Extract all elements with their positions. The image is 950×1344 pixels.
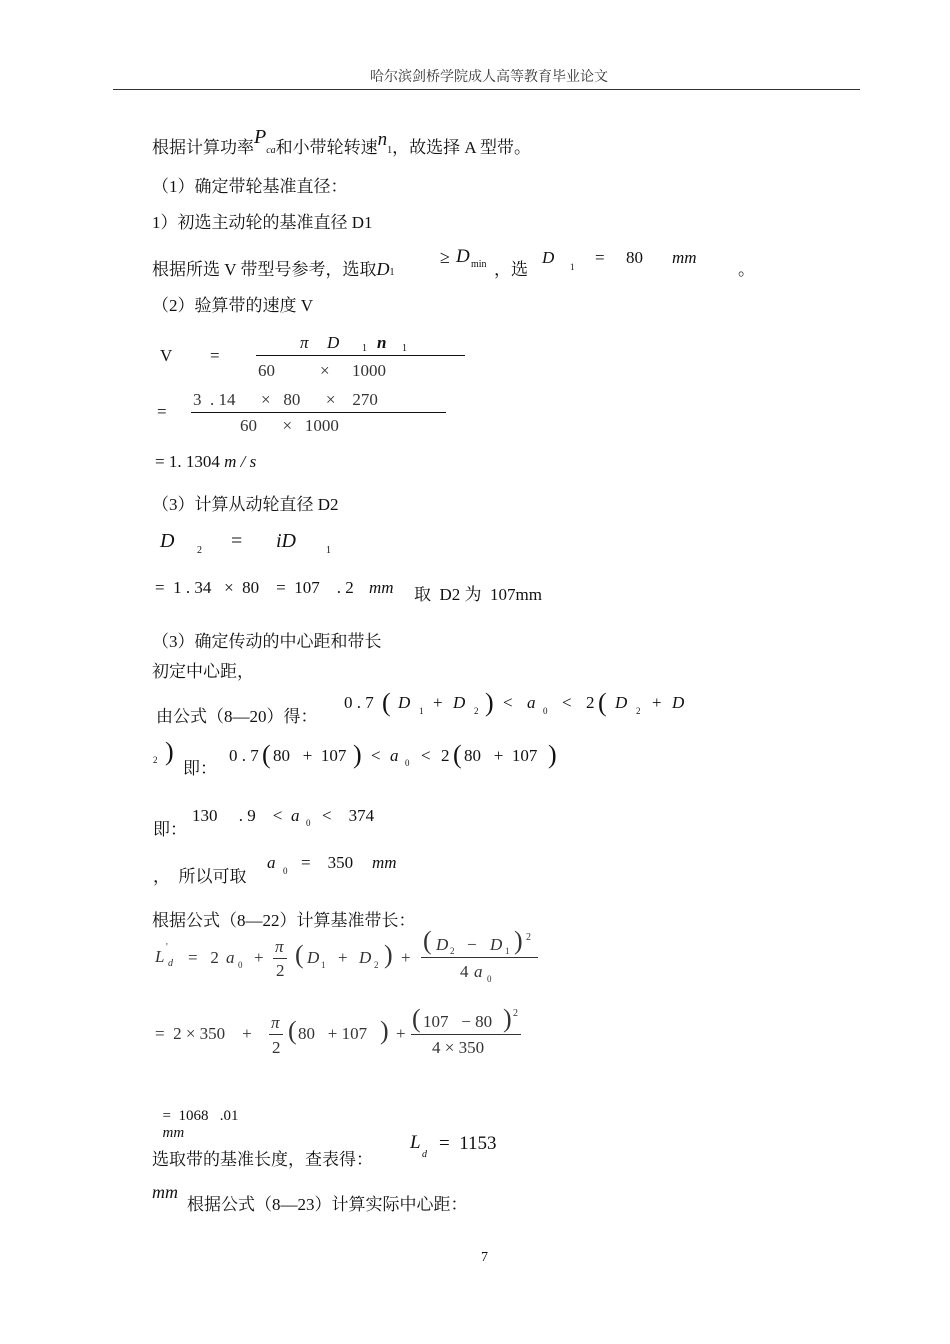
math-symbol-iD: iD xyxy=(276,530,296,552)
math-value: 2 xyxy=(272,1038,281,1057)
math-symbol-L: L xyxy=(155,947,165,966)
math-value: 2 xyxy=(276,961,285,980)
math-eq: = xyxy=(157,402,167,421)
text-line-6: （3）计算从动轮直径 D2 xyxy=(152,495,339,514)
math-result-line xyxy=(155,452,256,472)
math-paren: ( xyxy=(423,926,432,955)
math-symbol-a: a xyxy=(474,962,483,981)
math-symbol-a: a xyxy=(226,948,235,967)
math-times: × xyxy=(320,361,330,380)
math-subscript: 1 xyxy=(505,946,510,956)
text-line-15: 根据公式（8—23）计算实际中心距： xyxy=(187,1195,468,1214)
math-symbol-a: a xyxy=(291,806,300,825)
math-eq: = xyxy=(231,530,243,552)
math-value: 0 . 7 xyxy=(344,693,374,712)
text-fragment: 由公式（8—20）得： xyxy=(156,707,318,726)
math-lt: < xyxy=(371,746,381,765)
math-paren: ( xyxy=(295,940,304,969)
text-line-14: 选取带的基准长度，查表得： xyxy=(152,1150,373,1169)
math-calc: = 1 . 34 × 80 = 107 . 2 xyxy=(155,578,354,597)
math-subscript: 1 xyxy=(402,343,407,354)
math-plus: + xyxy=(652,693,662,712)
math-symbol-D: D xyxy=(307,948,320,967)
text-fragment: ， 所以可取 xyxy=(153,867,247,886)
math-subscript: 0 xyxy=(487,974,492,984)
math-plus: + xyxy=(254,948,264,967)
math-minus: − xyxy=(467,935,477,954)
math-symbol-D: D xyxy=(398,693,411,712)
math-subscript: d xyxy=(422,1149,427,1160)
math-subscript: min xyxy=(471,259,487,270)
math-value: = 1068 .01 xyxy=(162,1108,239,1124)
math-lt: < xyxy=(562,693,572,712)
math-subscript: 0 xyxy=(543,706,548,716)
math-symbol-D: D xyxy=(490,935,503,954)
math-symbol-D: D xyxy=(615,693,628,712)
math-symbol-D: D xyxy=(453,693,466,712)
text-line-3: 1）初选主动轮的基准直径 D1 xyxy=(152,213,373,232)
math-paren: ) xyxy=(353,740,362,769)
math-subscript: 2 xyxy=(197,545,202,556)
math-subscript: 0 xyxy=(306,818,311,828)
math-paren: ) xyxy=(384,940,393,969)
math-subscript: 1 xyxy=(570,262,575,272)
math-subscript: 2 xyxy=(450,946,455,956)
text-line-4 xyxy=(152,255,394,280)
math-pi: π xyxy=(275,937,284,956)
text-fragment: 和小带轮转速 xyxy=(275,138,378,157)
math-subscript: 2 xyxy=(636,706,641,716)
math-symbol-D: D xyxy=(672,693,685,712)
math-pi: π xyxy=(300,333,309,352)
math-subscript: 1 xyxy=(362,343,367,354)
math-expression: 80 + 107 xyxy=(273,746,347,765)
math-paren: ( xyxy=(382,688,391,717)
math-paren: ) xyxy=(380,1016,389,1045)
text-fragment: ，选 xyxy=(494,260,528,279)
math-subscript: d xyxy=(168,958,173,969)
header-rule xyxy=(113,89,860,90)
math-paren: ( xyxy=(598,688,607,717)
math-symbol-n: n xyxy=(377,129,388,150)
math-symbol-D: D xyxy=(327,333,340,352)
text-line-7: （3）确定传动的中心距和带长 xyxy=(152,632,382,651)
text-fragment: 根据计算功率 xyxy=(152,138,254,157)
text-line-2: （1）确定带轮基准直径： xyxy=(152,177,348,196)
math-value: 4 xyxy=(460,962,469,981)
math-paren: ) xyxy=(503,1004,512,1033)
text-fragment: 即： xyxy=(153,820,187,839)
fraction-bar xyxy=(269,1034,283,1035)
math-subscript: 2 xyxy=(153,755,158,765)
math-unit: m / s xyxy=(224,452,257,471)
math-value: 130 . 9 < xyxy=(192,806,283,825)
page-number: 7 xyxy=(481,1250,488,1265)
fraction-bar xyxy=(421,957,538,958)
math-subscript: 0 xyxy=(283,866,288,876)
math-expression: 80 + 107 xyxy=(298,1024,368,1043)
math-symbol-D: D xyxy=(359,948,372,967)
math-symbol-P: P xyxy=(254,126,267,148)
fraction-bar xyxy=(273,958,287,959)
math-numerator: 3 . 14 × 80 × 270 xyxy=(193,390,378,409)
math-symbol-D: D xyxy=(376,259,390,279)
fraction-bar xyxy=(191,412,446,413)
math-ge-symbol: ≥ xyxy=(440,247,450,267)
math-unit: mm xyxy=(372,853,397,872)
math-value: < 374 xyxy=(322,806,375,825)
math-pi: π xyxy=(271,1013,280,1032)
math-value: 80 xyxy=(626,248,643,267)
text-fragment: 即： xyxy=(183,759,217,778)
math-value: 2 xyxy=(441,746,450,765)
text-fragment: 根据所选 V 带型号参考，选取 xyxy=(152,260,377,279)
math-lt: < xyxy=(503,693,513,712)
math-symbol-a: a xyxy=(390,746,399,765)
math-paren: ) xyxy=(165,737,174,766)
math-symbol-a: a xyxy=(267,853,276,872)
math-symbol-n: n xyxy=(377,333,387,352)
math-symbol-L: L xyxy=(410,1132,421,1153)
math-value: 1000 xyxy=(352,361,386,380)
text-line-1 xyxy=(152,126,532,159)
math-symbol-Dmin: D xyxy=(456,246,470,267)
math-plus: + xyxy=(396,1024,406,1043)
fraction-bar xyxy=(256,355,465,356)
math-paren: ( xyxy=(453,740,462,769)
text-fragment: 取 D2 为 107mm xyxy=(414,585,542,604)
math-value: = 350 xyxy=(301,853,354,872)
math-denominator: 60 × 1000 xyxy=(240,416,339,435)
math-result-line xyxy=(155,1091,238,1142)
text-fragment: ，故选择 A 型带。 xyxy=(392,138,532,157)
text-fragment: 。 xyxy=(738,260,755,279)
math-plus: + xyxy=(401,948,411,967)
math-paren: ( xyxy=(288,1016,297,1045)
math-unit: mm xyxy=(672,248,697,267)
math-plus: + xyxy=(433,693,443,712)
fraction-bar xyxy=(411,1034,521,1035)
math-symbol-a: a xyxy=(527,693,536,712)
math-subscript: ca xyxy=(266,145,276,156)
math-symbol-D: D xyxy=(436,935,449,954)
math-subscript: 1 xyxy=(389,267,395,278)
math-subscript: 2 xyxy=(474,706,479,716)
math-symbol-D1: D xyxy=(542,248,555,267)
math-unit: mm xyxy=(152,1182,178,1202)
math-paren: ( xyxy=(262,740,271,769)
math-subscript: 1 xyxy=(419,706,424,716)
math-plus: + xyxy=(338,948,348,967)
math-denominator: 4 × 350 xyxy=(432,1038,485,1057)
text-line-13: 根据公式（8—22）计算基准带长： xyxy=(152,911,416,930)
math-eq: = xyxy=(595,248,605,267)
page-header-title: 哈尔滨剑桥学院成人高等教育毕业论文 xyxy=(370,70,608,85)
math-symbol-D: D xyxy=(160,530,175,552)
math-superscript: 2 xyxy=(526,932,531,943)
math-subscript: 0 xyxy=(405,758,410,768)
math-subscript: 1 xyxy=(387,145,393,156)
math-value: 0 . 7 xyxy=(229,746,259,765)
math-expression: 107 − 80 xyxy=(423,1012,493,1031)
math-expression: = 2 × 350 + xyxy=(155,1024,252,1043)
math-subscript: 1 xyxy=(326,545,331,556)
math-paren: ) xyxy=(485,688,494,717)
math-paren: ) xyxy=(548,740,557,769)
math-prime: ' xyxy=(166,942,168,953)
math-subscript: 2 xyxy=(374,960,379,970)
math-value: = 1. 1304 xyxy=(155,452,220,471)
math-lt: < xyxy=(421,746,431,765)
math-paren: ( xyxy=(412,1004,421,1033)
math-eq: = xyxy=(210,346,220,365)
math-expression: 80 + 107 xyxy=(464,746,538,765)
math-value: = 2 xyxy=(188,948,219,967)
text-line-8: 初定中心距， xyxy=(152,662,254,681)
math-unit: mm xyxy=(369,578,394,597)
math-unit: mm xyxy=(162,1125,185,1141)
math-superscript: 2 xyxy=(513,1008,518,1019)
math-symbol-V: V xyxy=(160,346,173,365)
math-value: = 1153 xyxy=(439,1133,497,1154)
text-line-5: （2）验算带的速度 V xyxy=(152,296,314,315)
math-subscript: 1 xyxy=(321,960,326,970)
math-value: 60 xyxy=(258,361,275,380)
math-subscript: 0 xyxy=(238,960,243,970)
math-paren: ) xyxy=(514,926,523,955)
math-value: 2 xyxy=(586,693,595,712)
